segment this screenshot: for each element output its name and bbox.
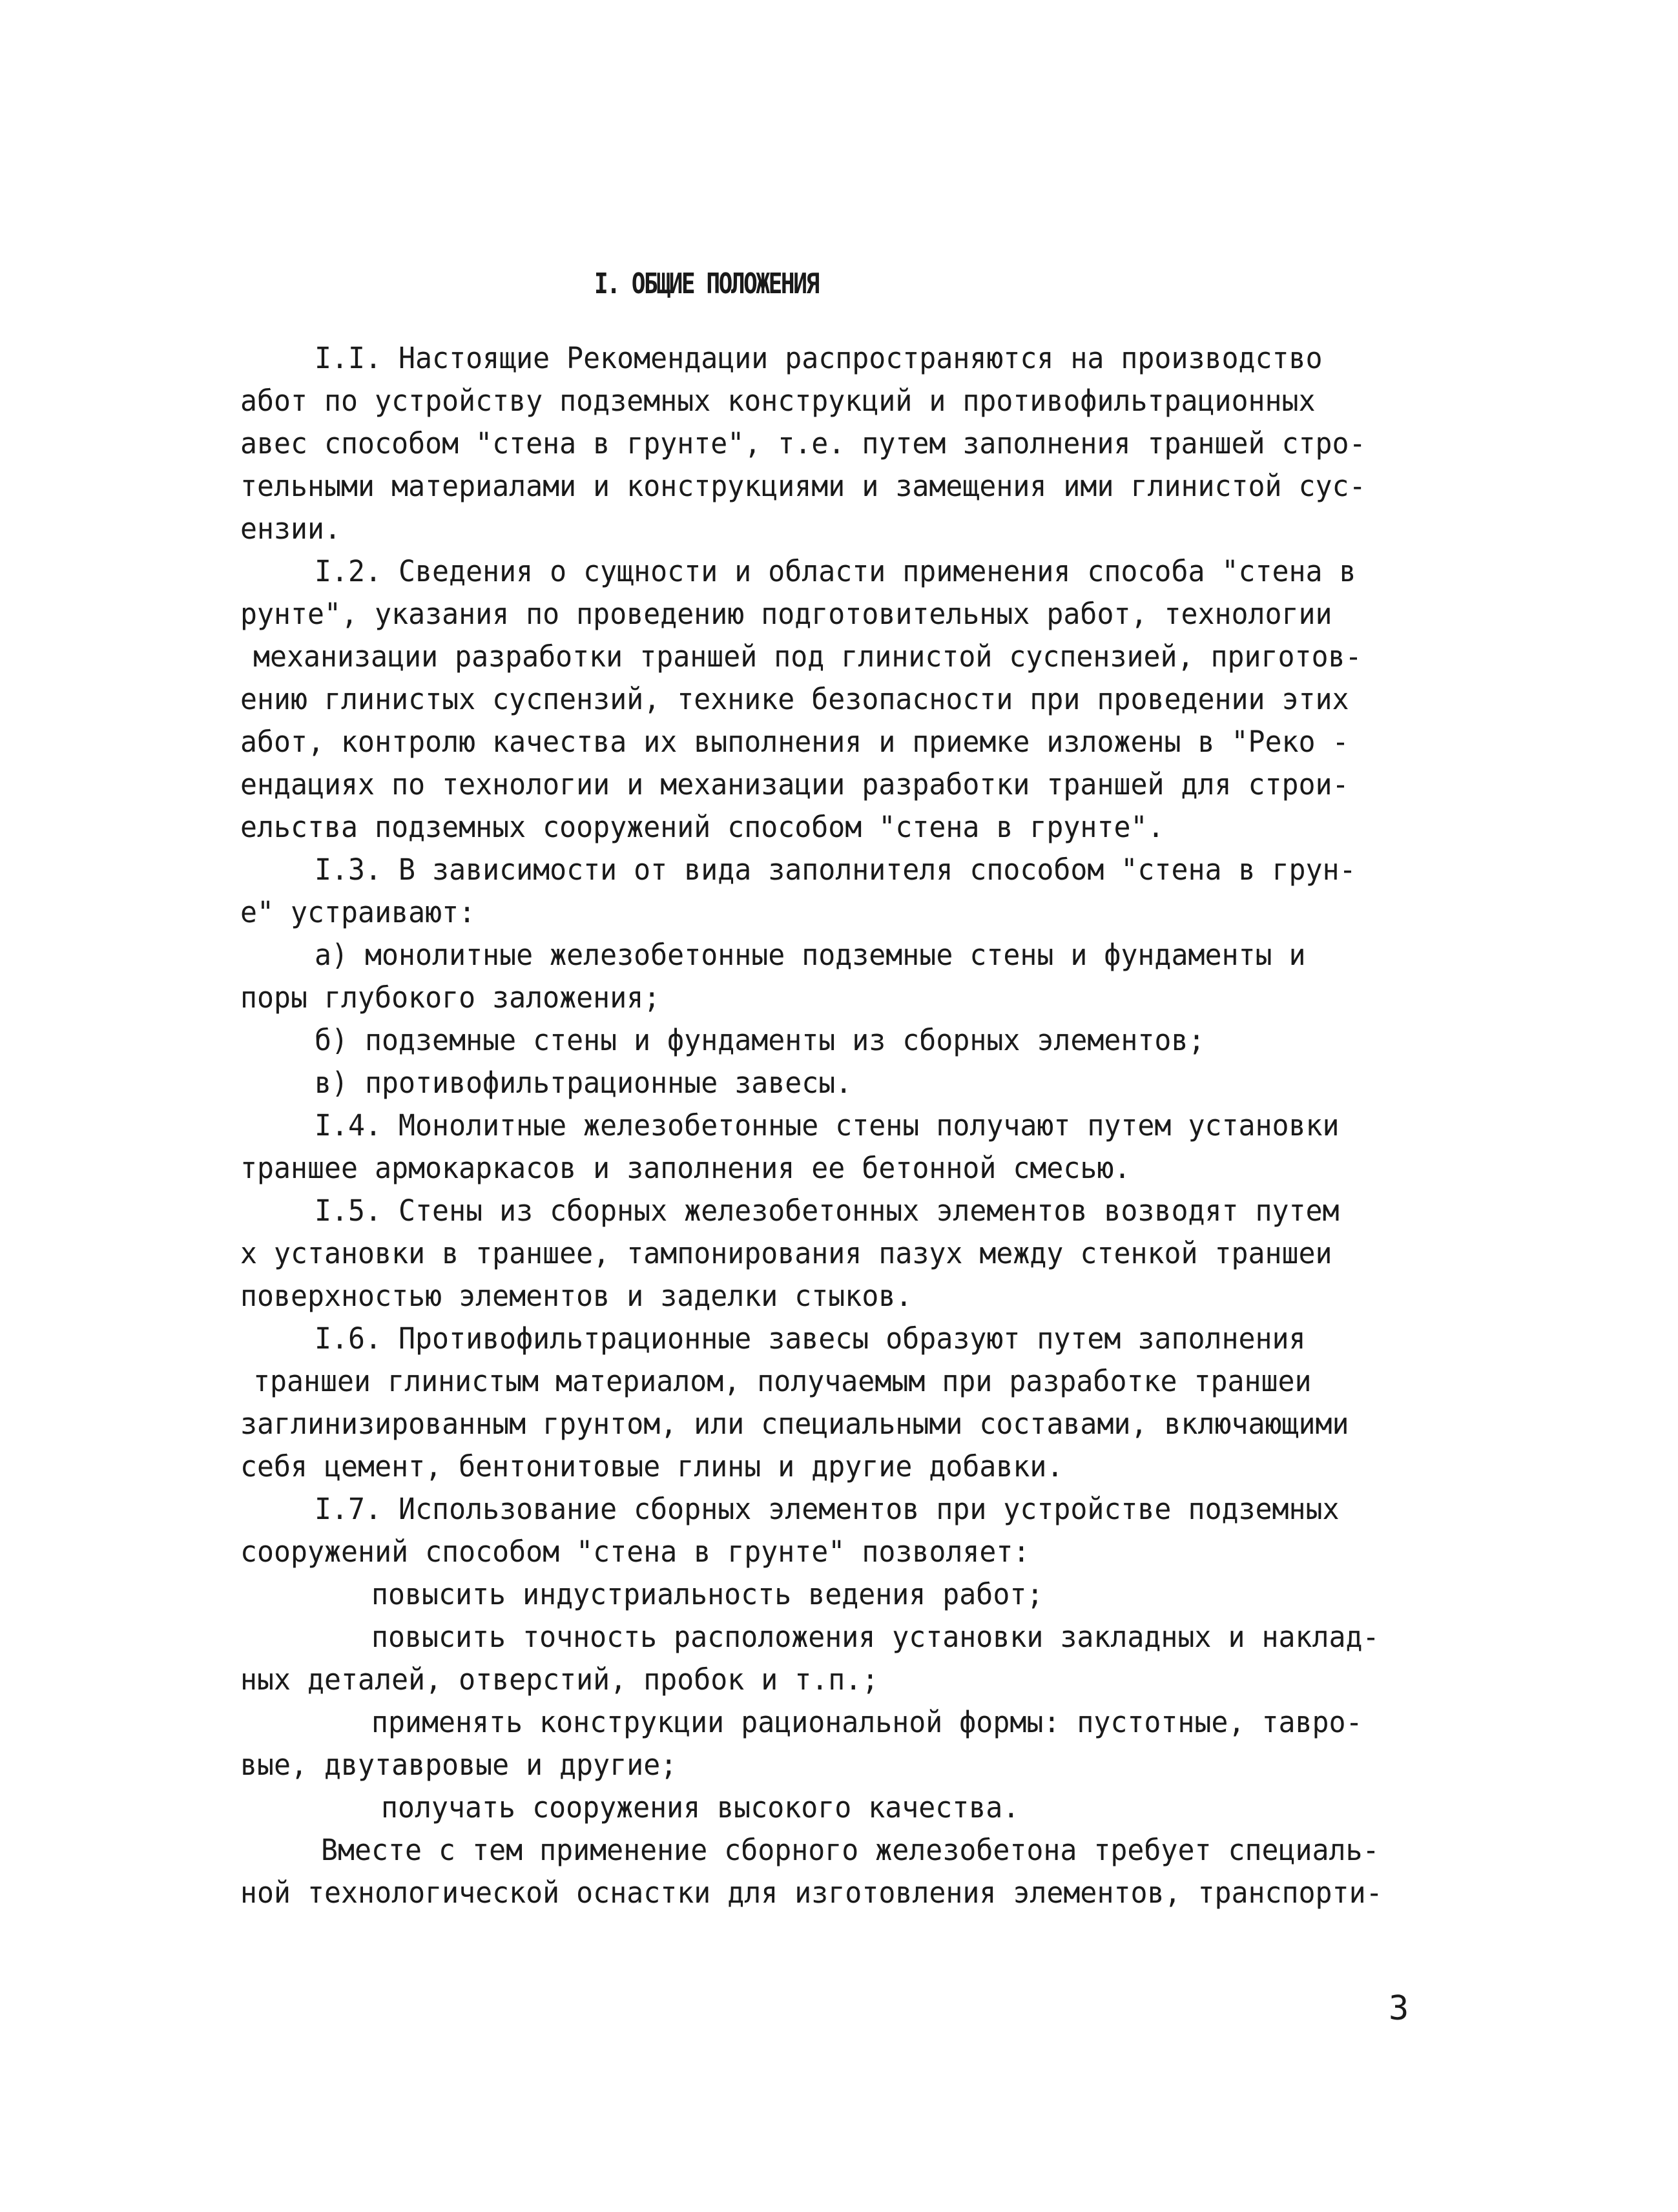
text-line: траншее армокаркасов и заполнения ее бетонной смесью.	[240, 1151, 1131, 1185]
text-line: тельными материалами и конструкциями и замещения ими глинистой сус-	[240, 469, 1366, 503]
text-line: ендациях по технологии и механизации разработки траншей для строи-	[240, 767, 1349, 801]
text-line: б) подземные стены и фундаменты из сборных элементов;	[315, 1023, 1205, 1057]
section-heading: I. ОБЩИЕ ПОЛОЖЕНИЯ	[594, 267, 818, 300]
text-line: I.7. Использование сборных элементов при устройстве подземных	[315, 1492, 1340, 1526]
text-line: поверхностью элементов и заделки стыков.	[240, 1279, 913, 1313]
text-line: сооружений способом "стена в грунте" позволяет:	[240, 1535, 1030, 1569]
text-line: рунте", указания по проведению подготовительных работ, технологии	[240, 597, 1332, 631]
text-line: применять конструкции рациональной формы: пустотные, тавро-	[371, 1705, 1363, 1739]
text-line: абот, контролю качества их выполнения и приемке изложены в "Реко -	[240, 725, 1349, 759]
text-line: х установки в траншее, тампонирования пазух между стенкой траншеи	[240, 1236, 1332, 1270]
text-line: заглинизированным грунтом, или специальными составами, включающими	[240, 1407, 1349, 1441]
text-line: ной технологической оснастки для изготовления элементов, транспорти-	[240, 1876, 1383, 1910]
text-line: повысить индустриальность ведения работ;	[371, 1577, 1044, 1611]
text-line: поры глубокого заложения;	[240, 980, 661, 1015]
text-line: ензии.	[240, 512, 342, 546]
text-line: I.6. Противофильтрационные завесы образуют путем заполнения	[315, 1321, 1306, 1356]
text-line: получать сооружения высокого качества.	[381, 1790, 1020, 1824]
text-line: в) противофильтрационные завесы.	[315, 1066, 853, 1100]
text-line: ению глинистых суспензий, технике безопасности при проведении этих	[240, 682, 1349, 716]
page-number: 3	[1389, 1989, 1409, 2028]
text-line: е" устраивают:	[240, 895, 476, 929]
text-line: I.3. В зависимости от вида заполнителя способом "стена в грун-	[315, 853, 1356, 887]
text-line: авес способом "стена в грунте", т.е. путем заполнения траншей стро-	[240, 426, 1366, 460]
text-line: а) монолитные железобетонные подземные стены и фундаменты и	[315, 938, 1306, 972]
text-line: вые, двутавровые и другие;	[240, 1748, 678, 1782]
text-line: I.5. Стены из сборных железобетонных элементов возводят путем	[315, 1194, 1340, 1228]
text-line: I.2. Сведения о сущности и области применения способа "стена в	[315, 554, 1356, 588]
text-line: траншеи глинистым материалом, получаемым при разработке траншеи	[253, 1364, 1312, 1398]
text-line: Вместе с тем применение сборного железобетона требует специаль-	[321, 1833, 1380, 1867]
text-line: I.4. Монолитные железобетонные стены получают путем установки	[315, 1108, 1340, 1142]
text-line: I.I. Настоящие Рекомендации распространяются на производство	[315, 341, 1323, 375]
text-line: ных деталей, отверстий, пробок и т.п.;	[240, 1662, 879, 1697]
text-line: механизации разработки траншей под глинистой суспензией, приготов-	[253, 639, 1362, 674]
text-line: абот по устройству подземных конструкций и противофильтрационных	[240, 384, 1316, 418]
text-line: ельства подземных сооружений способом "стена в грунте".	[240, 810, 1165, 844]
text-line: повысить точность расположения установки закладных и наклад-	[371, 1620, 1380, 1654]
text-line: себя цемент, бентонитовые глины и другие добавки.	[240, 1449, 1064, 1483]
